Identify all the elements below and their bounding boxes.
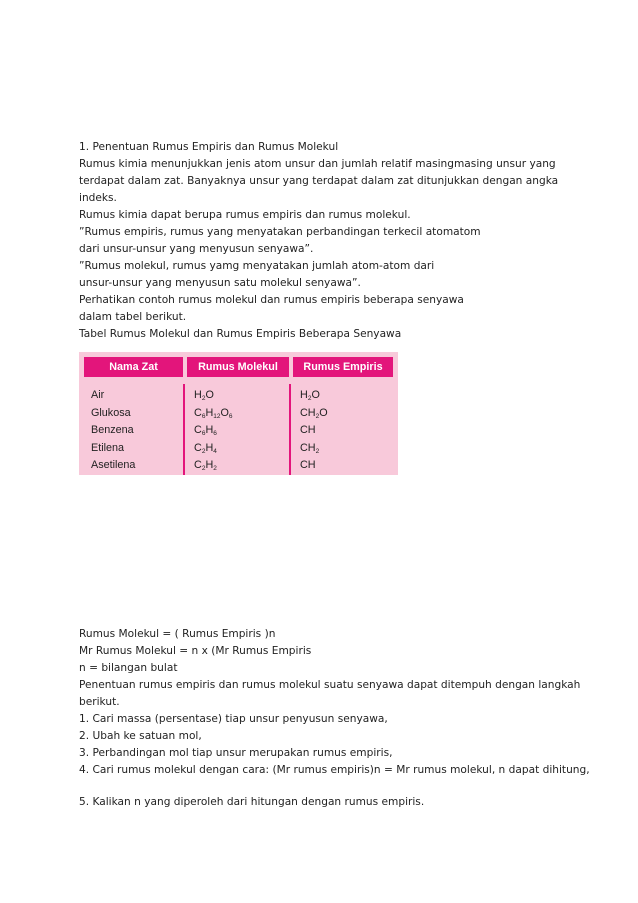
cell-rumus-molekul: $C_2H_4$ xyxy=(194,441,217,455)
step-item: 1. Cari massa (persentase) tiap unsur penyusun senyawa, xyxy=(79,713,388,725)
text-line: Penentuan rumus empiris dan rumus molekul suatu senyawa dapat ditempuh dengan langkah xyxy=(79,679,581,691)
header-nama-zat: Nama Zat xyxy=(84,357,183,377)
text-line: dari unsur-unsur yang menyusun senyawa”. xyxy=(79,243,314,255)
cell-rumus-molekul: $C_6H_{12}O_6$ xyxy=(194,406,233,420)
cell-nama-zat: Asetilena xyxy=(91,459,136,471)
table-header-row xyxy=(79,352,398,382)
cell-nama-zat: Benzena xyxy=(91,424,134,436)
cell-rumus-empiris: CH xyxy=(300,459,316,471)
cell-rumus-empiris: $CH_2O$ xyxy=(300,406,328,420)
text-line: berikut. xyxy=(79,696,120,708)
text-line: Rumus kimia dapat berupa rumus empiris dan rumus molekul. xyxy=(79,209,411,221)
table-caption: Tabel Rumus Molekul dan Rumus Empiris Beberapa Senyawa xyxy=(79,328,402,340)
text-line: ”Rumus molekul, rumus yamg menyatakan jumlah atom-atom dari xyxy=(79,260,435,272)
text-line: Perhatikan contoh rumus molekul dan rumus empiris beberapa senyawa xyxy=(79,294,464,306)
formula-line: Mr Rumus Molekul = n x (Mr Rumus Empiris xyxy=(79,645,312,657)
column-nama-zat xyxy=(91,387,135,475)
text-line: Rumus kimia menunjukkan jenis atom unsur dan jumlah relatif masingmasing unsur yang xyxy=(79,158,556,170)
cell-rumus-molekul: $H_2O$ xyxy=(194,389,214,402)
step-item: 5. Kalikan n yang diperoleh dari hitungan dengan rumus empiris. xyxy=(79,796,425,808)
text-line: ”Rumus empiris, rumus yang menyatakan perbandingan terkecil atomatom xyxy=(79,226,481,238)
text-line: indeks. xyxy=(79,192,117,204)
step-item: 4. Cari rumus molekul dengan cara: (Mr rumus empiris)n = Mr rumus molekul, n dapat dihitung, xyxy=(79,764,590,776)
text-line: n = bilangan bulat xyxy=(79,662,178,674)
formula-line: Rumus Molekul = ( Rumus Empiris )n xyxy=(79,628,276,640)
cell-rumus-empiris: $CH_2$ xyxy=(300,441,320,455)
text-line: unsur-unsur yang menyusun satu molekul senyawa”. xyxy=(79,277,361,289)
column-divider xyxy=(183,384,185,475)
compound-formula-table xyxy=(79,352,398,475)
column-divider xyxy=(289,384,291,475)
text-line: dalam tabel berikut. xyxy=(79,311,187,323)
column-rumus-empiris xyxy=(300,387,328,475)
step-item: 2. Ubah ke satuan mol, xyxy=(79,730,202,742)
header-rumus-molekul: Rumus Molekul xyxy=(187,357,289,377)
column-rumus-molekul xyxy=(194,387,233,475)
section-heading: 1. Penentuan Rumus Empiris dan Rumus Molekul xyxy=(79,141,339,153)
cell-rumus-molekul: $C_2H_2$ xyxy=(194,459,217,472)
header-rumus-empiris: Rumus Empiris xyxy=(293,357,393,377)
cell-rumus-empiris: CH xyxy=(300,424,316,436)
step-item: 3. Perbandingan mol tiap unsur merupakan rumus empiris, xyxy=(79,747,393,759)
cell-rumus-empiris: $H_2O$ xyxy=(300,389,320,402)
text-line: terdapat dalam zat. Banyaknya unsur yang terdapat dalam zat ditunjukkan dengan angka xyxy=(79,175,559,187)
cell-nama-zat: Glukosa xyxy=(91,406,131,419)
cell-rumus-molekul: $C_6H_6$ xyxy=(194,424,217,437)
cell-nama-zat: Etilena xyxy=(91,441,125,454)
cell-nama-zat: Air xyxy=(91,389,105,401)
